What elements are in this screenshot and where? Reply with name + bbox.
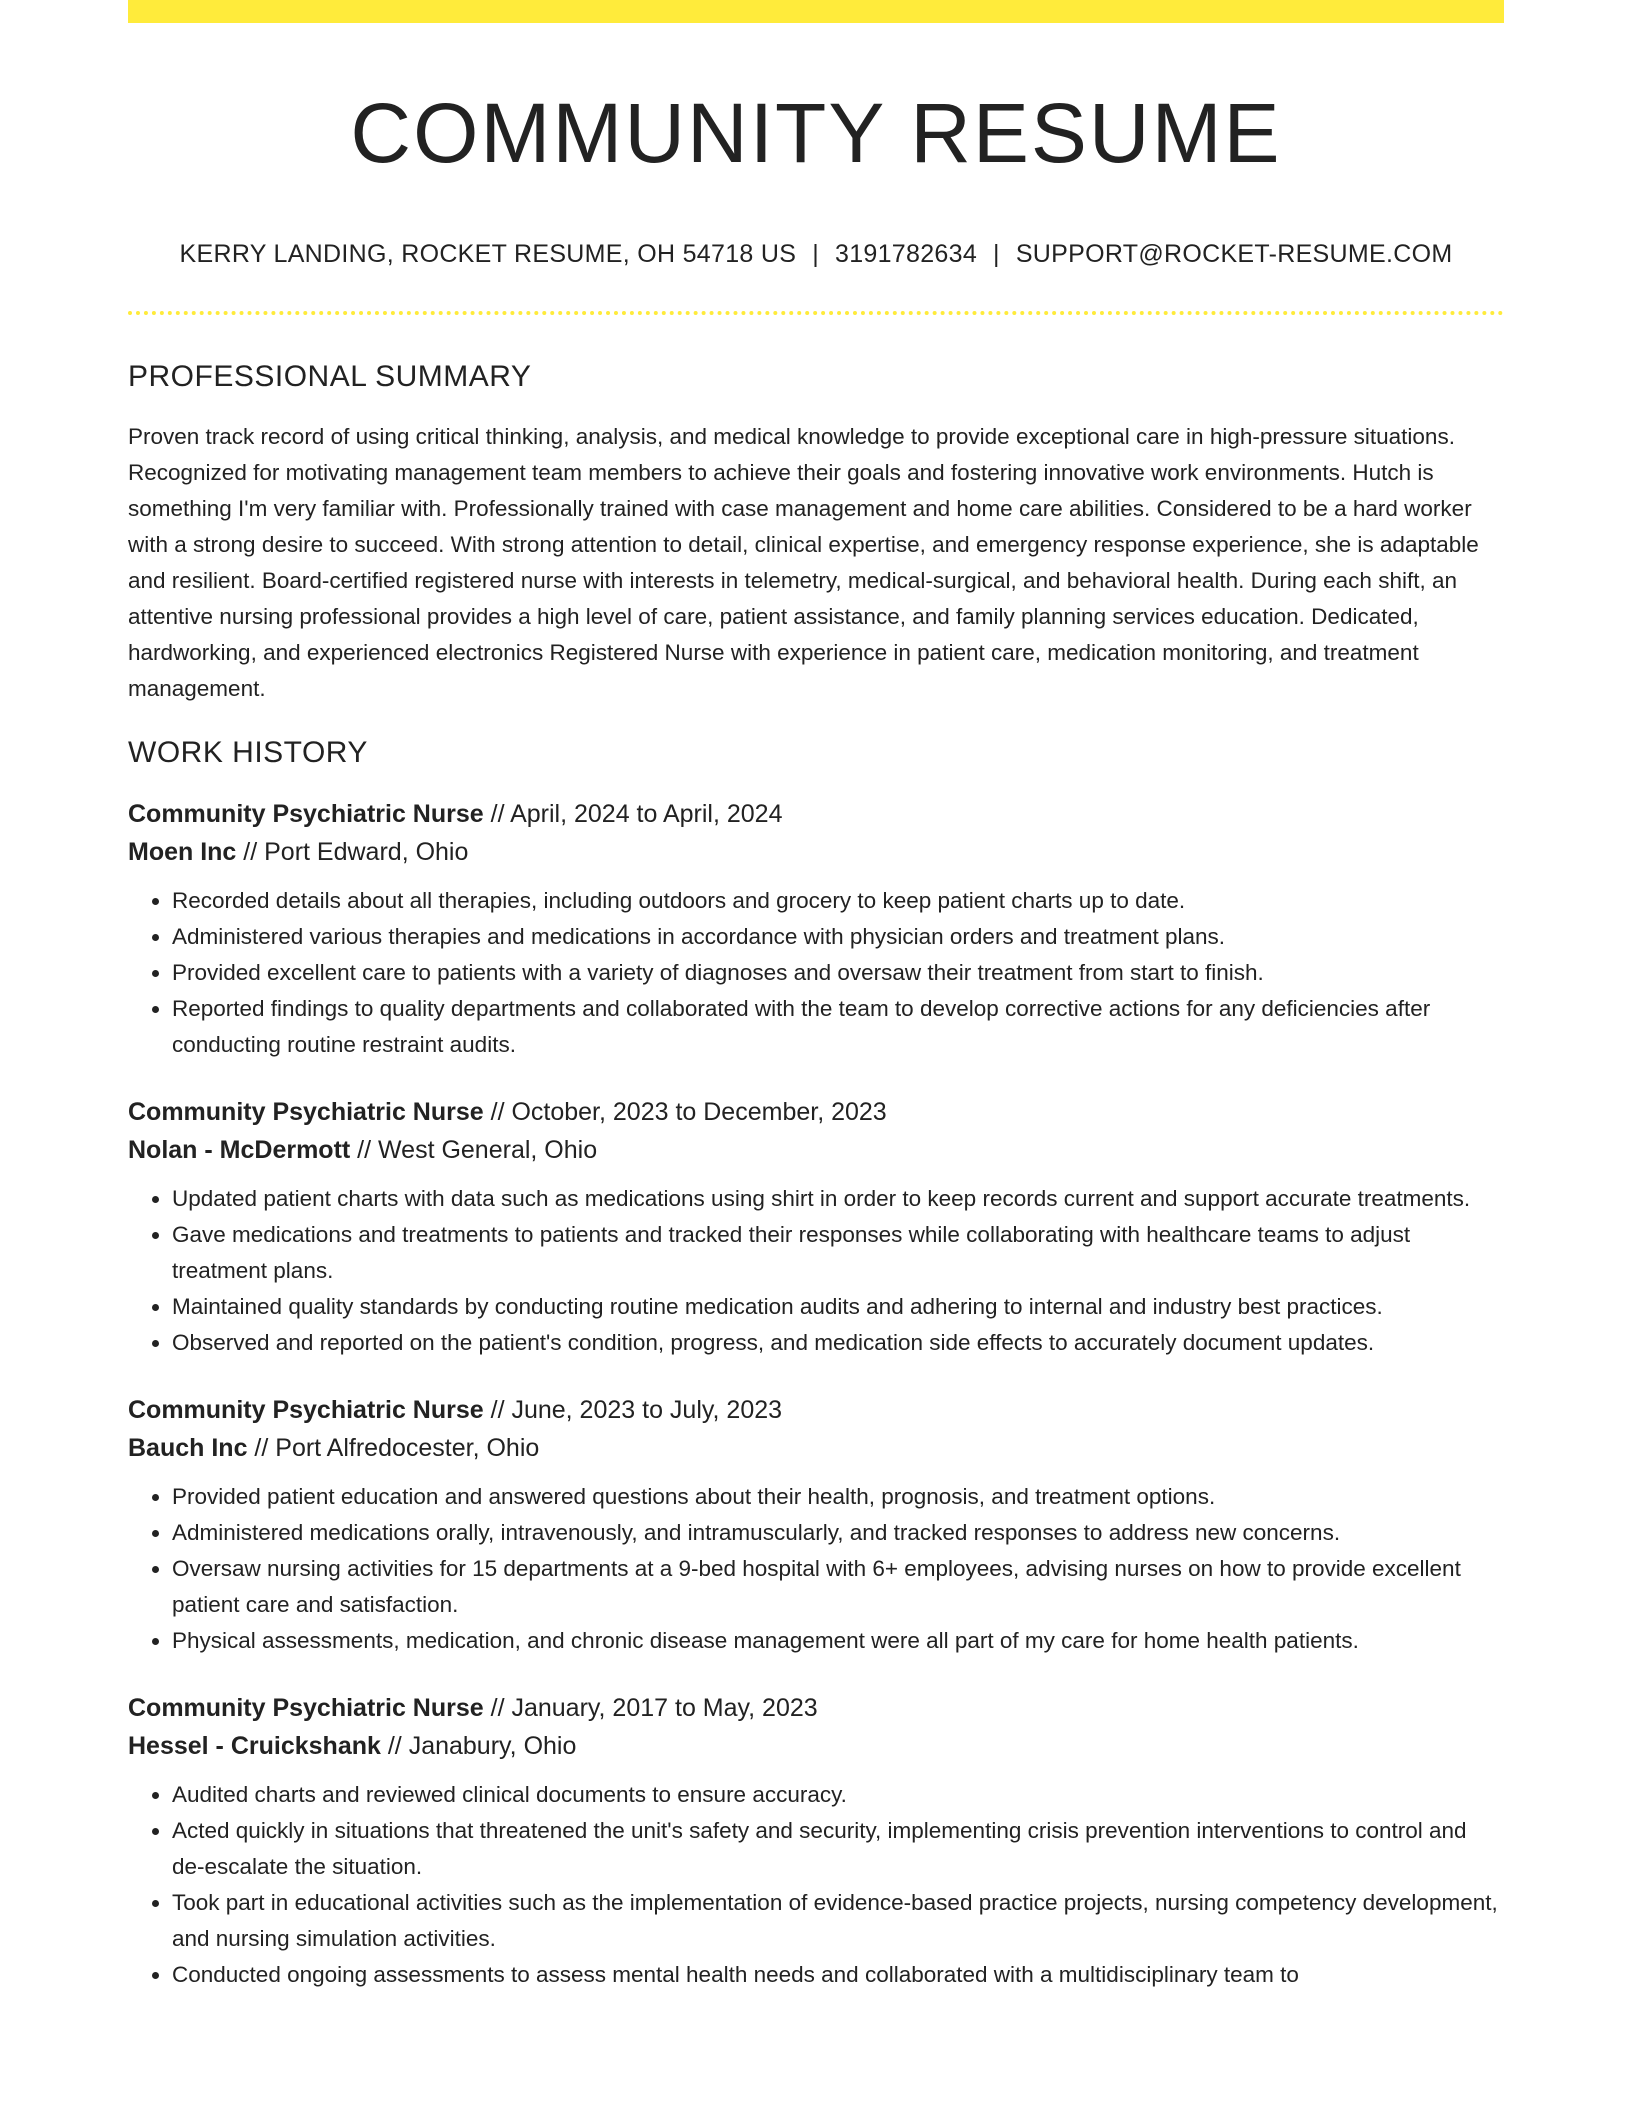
duty-item: • Gave medications and treatments to patients and tracked their responses while collaborating with healthcare teams to adjust treatment plans. (172, 1217, 1504, 1289)
duty-item: • Reported findings to quality departments and collaborated with the team to develop corrective actions for any deficiencies after conducting routine restraint audits. (172, 991, 1504, 1063)
job-entry (128, 1093, 1504, 1361)
job-dates: // January, 2017 to May, 2023 (483, 1694, 818, 1722)
job-role-line (128, 1391, 1504, 1429)
duty-item: • Provided excellent care to patients with a variety of diagnoses and oversaw their treatment from start to finish. (172, 955, 1504, 991)
contact-separator: | (993, 240, 1000, 268)
job-location: // Janabury, Ohio (380, 1732, 577, 1760)
job-company: Bauch Inc (128, 1434, 248, 1462)
duty-item: • Observed and reported on the patient's condition, progress, and medication side effects to accurately document updates. (172, 1325, 1504, 1361)
job-entry (128, 795, 1504, 1063)
job-location: // Port Alfredocester, Ohio (247, 1434, 540, 1462)
duty-item: • Administered medications orally, intravenously, and intramuscularly, and tracked responses to address new concerns. (172, 1515, 1504, 1551)
dotted-divider (128, 311, 1504, 315)
job-duties (128, 883, 1504, 1063)
contact-phone: 3191782634 (834, 240, 978, 268)
job-duties (128, 1777, 1504, 1993)
job-company: Hessel - Cruickshank (128, 1732, 381, 1760)
job-role: Community Psychiatric Nurse (128, 800, 484, 828)
job-company-line (128, 1727, 1504, 1765)
contact-email: SUPPORT@ROCKET-RESUME.COM (1015, 240, 1453, 268)
duty-item: • Physical assessments, medication, and chronic disease management were all part of my care for home health patients. (172, 1623, 1504, 1659)
duty-item: • Took part in educational activities such as the implementation of evidence-based practice projects, nursing competency development, and nursing simulation activities. (172, 1885, 1504, 1957)
job-location: // Port Edward, Ohio (236, 838, 469, 866)
job-company-line (128, 1131, 1504, 1169)
resume-page (128, 0, 1504, 1993)
duty-item: • Provided patient education and answered questions about their health, prognosis, and treatment options. (172, 1479, 1504, 1515)
job-dates: // June, 2023 to July, 2023 (483, 1396, 783, 1424)
work-history-heading: WORK HISTORY (128, 736, 368, 769)
contact-separator: | (812, 240, 819, 268)
job-role-line (128, 1689, 1504, 1727)
summary-heading: PROFESSIONAL SUMMARY (128, 360, 532, 393)
job-dates: // April, 2024 to April, 2024 (483, 800, 783, 828)
job-entry (128, 1391, 1504, 1659)
job-location: // West General, Ohio (350, 1136, 598, 1164)
summary-text: Proven track record of using critical thinking, analysis, and medical knowledge to provide exceptional care in high-pressure situations. Recognized for motivating management team members to achieve their goals and fostering innovative work environments. Hutch is something I'm very familiar with. Professionally trained with case management and home care abilities. Considered to be a hard worker with a strong desire to succeed. With strong attention to detail, clinical expertise, and emergency response experience, she is adaptable and resilient. Board-certified registered nurse with interests in telemetry, medical-surgical, and behavioral health. During each shift, an attentive nursing professional provides a high level of care, patient assistance, and family planning services education. Dedicated, hardworking, and experienced electronics Registered Nurse with experience in patient care, medication monitoring, and treatment management. (128, 424, 1479, 701)
duty-item: • Audited charts and reviewed clinical documents to ensure accuracy. (172, 1777, 1504, 1813)
duty-item: • Maintained quality standards by conducting routine medication audits and adhering to internal and industry best practices. (172, 1289, 1504, 1325)
job-company: Moen Inc (128, 838, 237, 866)
duty-item: • Acted quickly in situations that threatened the unit's safety and security, implementing crisis prevention interventions to control and de-escalate the situation. (172, 1813, 1504, 1885)
job-dates: // October, 2023 to December, 2023 (483, 1098, 887, 1126)
job-company-line (128, 1429, 1504, 1467)
job-company-line (128, 833, 1504, 871)
duty-item: • Recorded details about all therapies, including outdoors and grocery to keep patient charts up to date. (172, 883, 1504, 919)
job-role-line (128, 795, 1504, 833)
job-entry (128, 1689, 1504, 1993)
job-company: Nolan - McDermott (128, 1136, 351, 1164)
duty-item: • Administered various therapies and medications in accordance with physician orders and treatment plans. (172, 919, 1504, 955)
job-role: Community Psychiatric Nurse (128, 1098, 484, 1126)
job-role: Community Psychiatric Nurse (128, 1396, 484, 1424)
job-duties (128, 1181, 1504, 1361)
job-role: Community Psychiatric Nurse (128, 1694, 484, 1722)
duty-item: • Updated patient charts with data such as medications using shirt in order to keep records current and support accurate treatments. (172, 1181, 1504, 1217)
duty-item: • Oversaw nursing activities for 15 departments at a 9-bed hospital with 6+ employees, advising nurses on how to provide excellent patient care and satisfaction. (172, 1551, 1504, 1623)
duty-item: • Conducted ongoing assessments to assess mental health needs and collaborated with a multidisciplinary team to (172, 1957, 1504, 1993)
accent-top-bar (128, 0, 1504, 23)
job-duties (128, 1479, 1504, 1659)
contact-line (128, 239, 1504, 269)
job-role-line (128, 1093, 1504, 1131)
contact-address: KERRY LANDING, ROCKET RESUME, OH 54718 US (179, 240, 797, 268)
resume-title: COMMUNITY RESUME (350, 86, 1282, 180)
